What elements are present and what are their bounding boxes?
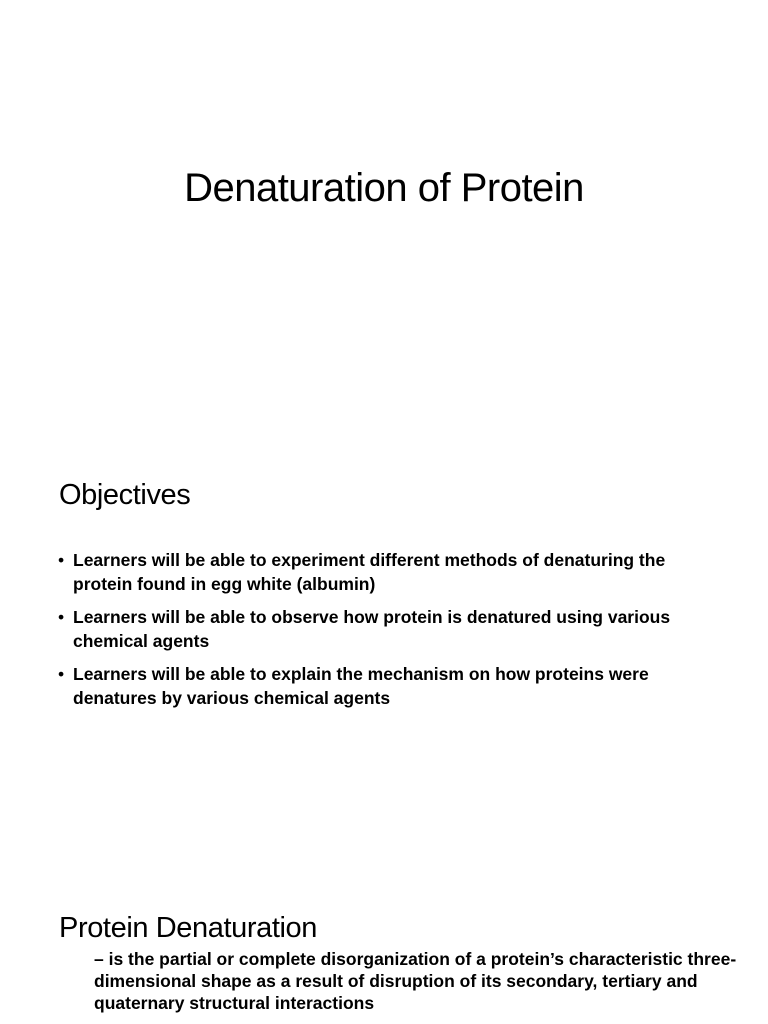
objectives-list [56,548,726,719]
definition-slide [0,864,768,1024]
objectives-heading: Objectives [59,479,191,511]
bullet-icon: • [58,607,65,627]
slide-title: Denaturation of Protein [184,166,584,210]
definition-text: – is the partial or complete disorganization of a protein’s characteristic three-dimensional shape as a result of disruption of its secondary, tertiary and quaternary structural interactions [94,949,737,1013]
definition-heading: Protein Denaturation [59,912,317,944]
bullet-icon: • [58,550,65,570]
objectives-slide [0,432,768,864]
list-item [56,548,726,596]
list-item [56,662,726,710]
bullet-icon: • [58,664,65,684]
objective-text: Learners will be able to explain the mechanism on how proteins were denatures by various chemical agents [73,664,649,708]
objective-text: Learners will be able to experiment different methods of denaturing the protein found in egg white (albumin) [73,550,666,594]
title-slide [0,0,768,432]
list-item [56,605,726,653]
objective-text: Learners will be able to observe how protein is denatured using various chemical agents [73,607,671,651]
